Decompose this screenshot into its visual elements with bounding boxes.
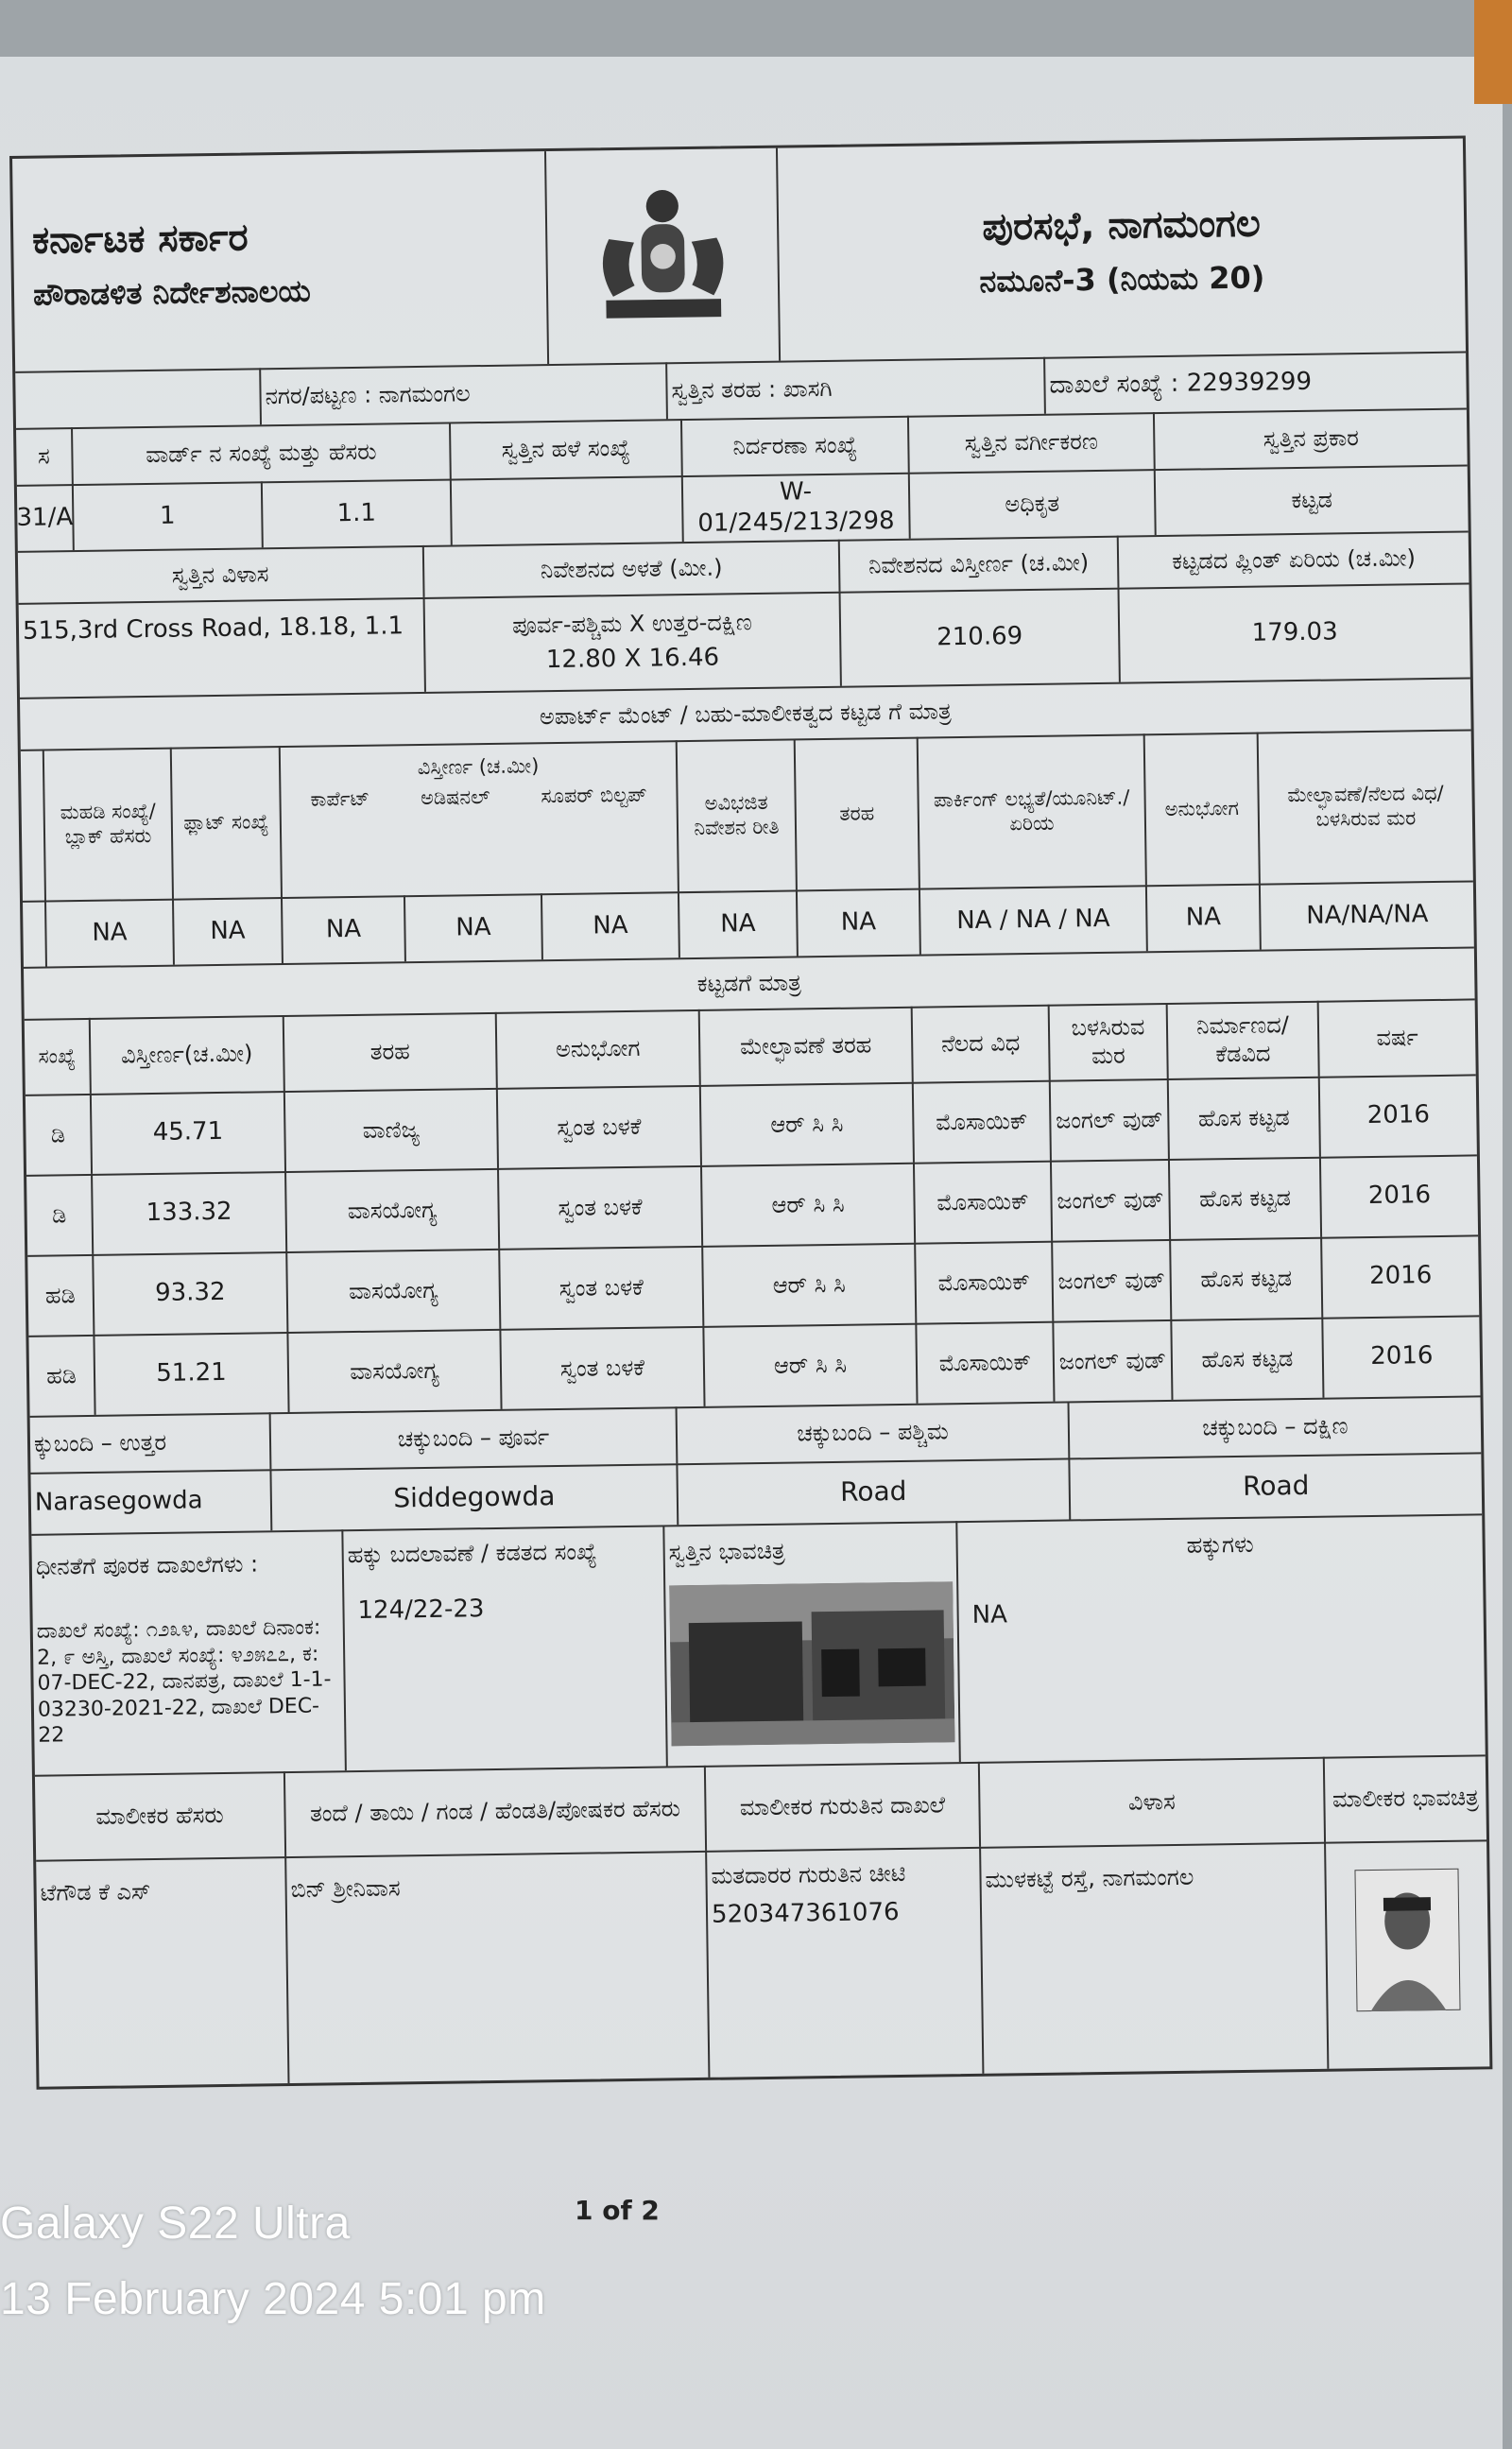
type-cell: ವಾಸಯೋಗ್ಯ [287,1249,501,1332]
building-header: ಬಳಸಿರುವ ಮರ [1050,1003,1169,1080]
apartment-value: NA [283,895,406,963]
plinth-area-value: 179.03 [1251,617,1338,647]
municipality-name: ಪುರಸಭೆ, ನಾಗಮಂಗಲ [982,201,1262,250]
form-header [12,139,1466,373]
form-number: ನಮೂನೆ-3 (ನಿಯಮ 20) [979,258,1265,300]
roof-cell: ಆರ್ ಸಿ ಸಿ [703,1243,917,1326]
govt-block [12,151,549,371]
property-photo-label: ಸ್ವತ್ತಿನ ಭಾವಚಿತ್ರ [668,1537,785,1566]
documents-row [31,1513,1485,1776]
status-cell: ಹೊಸ ಕಟ್ಟಡ [1170,1157,1322,1239]
type-cell: ವಾಸಯೋಗ್ಯ [288,1329,502,1412]
usage-cell: ಸ್ವಂತ ಬಳಕೆ [500,1246,704,1329]
property-address: 515,3rd Cross Road, 18.18, 1.1 [19,597,426,698]
site-area-header: ನಿವೇಶನದ ವಿಸ್ತೀರ್ಣ (ಚ.ಮೀ) [840,536,1120,592]
owner-address: ಮುಳಕಟ್ಟೆ ರಸ್ತೆ, ನಾಗಮಂಗಲ [981,1842,1329,2074]
municipality-block [778,139,1466,361]
dimensions-value: 12.80 X 16.46 [545,643,720,674]
property-photo-cell [664,1521,961,1766]
year-cell: 2016 [1370,1341,1434,1371]
apartment-value-blank [23,901,47,967]
wood-cell: ಜಂಗಲ್ ವುಡ್ [1052,1159,1171,1241]
area-cell: 51.21 [94,1332,289,1415]
flat-number-header: ಫ್ಲಾಟ್ ಸಂಖ್ಯೆ [172,746,283,899]
west-boundary-header: ಚಕ್ಕುಬಂದಿ – ಪಶ್ಚಿಮ [678,1401,1071,1463]
apartment-type-header: ತರಹ [796,737,920,890]
device-watermark: Galaxy S22 Ultra [0,2199,351,2249]
year-cell: 2016 [1367,1181,1432,1211]
owner-relation-header: ತಂದೆ / ತಾಯಿ / ಗಂಡ / ಹೆಂಡತಿ/ಪೋಷಕರ ಹೆಸರು [285,1766,707,1856]
owner-photo [1354,1869,1460,2012]
apartment-title: ಅಪಾರ್ಟ್ ಮೆಂಟ್ / ಬಹು-ಮಾಲೀಕತ್ವದ ಕಟ್ಟಡ ಗೆ ಮಾತ್ರ [539,697,952,730]
building-header: ವಿಸ್ತೀರ್ಣ(ಚ.ಮೀ) [91,1015,285,1094]
background-edge [1474,0,1512,104]
type-cell: ವಾಣಿಜ್ಯ [285,1088,499,1171]
roof-cell: ಆರ್ ಸಿ ಸಿ [701,1082,915,1165]
assessment-number: W-01/245/213/298 [683,473,911,542]
property-number: 31/A [17,484,75,551]
documents-details: ದಾಖಲೆ ಸಂಖ್ಯೆ: ೧೨೩೪, ದಾಖಲೆ ದಿನಾಂಕ: 2, ೯ ಅಸ್ತಿ, ದಾಖಲೆ ಸಂಖ್ಯೆ: ೪೨೫೭೭, ಕ: 07-DEC-22, ದಾನಪತ್ರ, ದಾಖಲೆ 1-1-03230-2021-22, ದಾಖಲೆ DEC-22 [36,1615,332,1748]
usage-cell: ಸ್ವಂತ ಬಳಕೆ [499,1165,703,1249]
south-boundary-header: ಚಕ್ಕುಬಂದಿ – ದಕ್ಷಿಣ [1202,1412,1349,1441]
property-header-no: ಸ [16,427,74,485]
state-emblem-icon [572,165,754,348]
undivided-header: ಅವಿಭಜಿತ ನಿವೇಶನ ರೀತಿ [678,738,798,891]
transfer-label: ಹಕ್ಕು ಬದಲಾವಣೆ / ಕಡತದ ಸಂಖ್ಯೆ [347,1538,597,1569]
north-boundary-header: ಕ್ಕುಬಂದಿ – ಉತ್ತರ [30,1412,272,1473]
address-header: ಸ್ವತ್ತಿನ ವಿಳಾಸ [18,545,425,603]
rights-label: ಹಕ್ಕುಗಳು [1186,1530,1254,1559]
floor-cell: ಹಡಿ [28,1335,95,1416]
documents-cell [31,1529,347,1775]
property-form [9,135,1492,2089]
transfer-number: 124/22-23 [357,1595,485,1626]
south-boundary: Road [1242,1469,1310,1502]
building-header: ವರ್ಷ [1376,1024,1418,1051]
apartment-header-row [21,729,1473,902]
building-header: ಮೇಲ್ಛಾವಣೆ ತರಹ [700,1007,914,1085]
ward-sub-number: 1.1 [263,479,453,548]
building-header: ಅನುಭೋಗ [497,1009,701,1088]
area-cell: 133.32 [93,1171,287,1254]
assessment-header: ನಿರ್ದರಣಾ ಸಂಖ್ಯೆ [682,416,910,475]
dimensions-label: ಪೂರ್ವ-ಪಶ್ಚಿಮ X ಉತ್ತರ-ದಕ್ಷಿಣ [511,608,752,639]
dimensions-header: ನಿವೇಶನದ ಅಳತೆ (ಮೀ.) [424,540,841,597]
kind-header: ಸ್ವತ್ತಿನ ಪ್ರಕಾರ [1263,424,1360,453]
west-boundary: Road [678,1457,1071,1525]
flooring-cell: ಮೊಸಾಯಿಕ್ [916,1241,1054,1323]
plinth-area-header: ಕಟ್ಟಡದ ಪ್ಲಿಂತ್ ಏರಿಯ (ಚ.ಮೀ) [1172,543,1417,575]
documents-label: ಧೀನತೆಗೆ ಪೂರಕ ದಾಖಲೆಗಳು : [35,1550,259,1580]
property-photo [669,1581,954,1746]
site-area-value: 210.69 [841,588,1121,686]
flooring-cell: ಮೊಸಾಯಿಕ್ [915,1161,1053,1243]
page-counter: 1 of 2 [575,2195,660,2226]
old-number [452,475,684,544]
floor-block-header: ಮಹಡಿ ಸಂಖ್ಯೆ/ಬ್ಲಾಕ್ ಹೆಸರು [44,748,174,901]
entry-number-field: ದಾಖಲೆ ಸಂಖ್ಯೆ : 22939299 [1049,367,1313,400]
classification-value: ಅಧಿಕೃತ [910,469,1157,539]
carpet-header: ಕಾರ್ಪೆಟ್ [310,786,370,811]
status-cell: ಹೊಸ ಕಟ್ಟಡ [1169,1077,1321,1159]
apartment-value: NA [1147,884,1262,952]
status-cell: ಹೊಸ ಕಟ್ಟಡ [1172,1318,1324,1400]
govt-title: ಕರ್ನಾಟಕ ಸರ್ಕಾರ [31,215,249,263]
east-boundary: Siddegowda [271,1463,679,1530]
ward-number: 1 [74,481,264,550]
ward-header: ವಾರ್ಡ್ ನ ಸಂಖ್ಯೆ ಮತ್ತು ಹೆಸರು [73,423,452,485]
transfer-cell [343,1525,668,1770]
owner-relation: ಬಿನ್ ಶ್ರೀನಿವಾಸ [286,1851,710,2083]
area-cell: 45.71 [92,1091,286,1174]
apartment-value: NA [798,888,921,957]
super-builtup-header: ಸೂಪರ್ ಬಿಲ್ಟಪ್ [541,783,647,808]
flooring-cell: ಮೊಸಾಯಿಕ್ [914,1080,1052,1163]
floor-cell: ಡಿ [26,1094,93,1175]
apartment-value: NA / NA / NA [920,885,1148,954]
roof-cell: ಆರ್ ಸಿ ಸಿ [704,1323,918,1406]
emblem [546,148,781,364]
north-boundary: Narasegowda [30,1469,272,1534]
usage-header: ಅನುಭೋಗ [1145,733,1261,886]
dimensions-cell [425,592,842,692]
classification-header: ಸ್ವತ್ತಿನ ವರ್ಗೀಕರಣ [909,412,1156,473]
rights-value: NA [971,1600,1008,1630]
status-cell: ಹೊಸ ಕಟ್ಟಡ [1171,1237,1323,1319]
owner-value-row [36,1839,1489,2086]
owner-id-cell [707,1847,984,2078]
additional-header: ಅಡಿಷನಲ್ [420,785,490,810]
property-type-field: ಸ್ವತ್ತಿನ ತರಹ : ಖಾಸಗಿ [667,357,1046,420]
parking-header: ಪಾರ್ಕಿಂಗ್ ಲಭ್ಯತೆ/ಯೂನಿಟ್./ಏರಿಯ [919,733,1147,888]
apartment-value: NA [679,889,799,957]
town-field: ನಗರ/ಪಟ್ಟಣ : ನಾಗಮಂಗಲ [261,362,668,424]
timestamp-watermark: 13 February 2024 5:01 pm [0,2274,546,2324]
wood-cell: ಜಂಗಲ್ ವುಡ್ [1054,1319,1173,1402]
roof-floor-header: ಮೇಲ್ಛಾವಣೆ/ನೆಲದ ವಿಧ/ಬಳಸಿರುವ ಮರ [1287,781,1444,831]
floor-cell: ಡಿ [26,1174,94,1255]
building-header: ತರಹ [284,1012,498,1091]
owner-id-header: ಮಾಲೀಕರ ಗುರುತಿನ ದಾಖಲೆ [706,1762,981,1851]
owner-address-header: ವಿಳಾಸ [980,1757,1326,1847]
usage-cell: ಸ್ವಂತ ಬಳಕೆ [498,1085,702,1168]
owner-name: ಟೆಗೌಡ ಕೆ ಎಸ್ [36,1856,289,2087]
year-cell: 2016 [1366,1100,1431,1130]
type-cell: ವಾಸಯೋಗ್ಯ [286,1168,500,1251]
flooring-cell: ಮೊಸಾಯಿಕ್ [917,1321,1055,1404]
old-no-header: ಸ್ವತ್ತಿನ ಹಳೆ ಸಂಖ್ಯೆ [451,419,683,478]
department-name: ಪೌರಾಡಳಿತ ನಿರ್ದೇಶನಾಲಯ [32,272,312,313]
apartment-value: NA [174,897,284,965]
area-group-header [281,740,679,897]
area-group-label: ವಿಸ್ತೀರ್ಣ (ಚ.ಮೀ) [417,754,540,780]
roof-cell: ಆರ್ ಸಿ ಸಿ [702,1163,916,1246]
building-header: ನೆಲದ ವಿಧ [913,1005,1051,1082]
building-title: ಕಟ್ಟಡಗೆ ಮಾತ್ರ [696,968,802,997]
owner-id-type: ಮತದಾರರ ಗುರುತಿನ ಚೀಟಿ [711,1859,906,1889]
apartment-value: NA [46,899,175,967]
owner-id-number: 520347361076 [711,1898,900,1929]
building-header: ಸಂಖ್ಯೆ [25,1018,92,1095]
wood-cell: ಜಂಗಲ್ ವುಡ್ [1051,1078,1170,1161]
year-cell: 2016 [1368,1261,1433,1291]
apartment-value: NA/NA/NA [1306,899,1429,930]
apartment-value: NA [405,893,543,961]
east-boundary-header: ಚಕ್ಕುಬಂದಿ – ಪೂರ್ವ [271,1406,679,1469]
owner-name-header: ಮಾಲೀಕರ ಹೆಸರು [35,1771,286,1860]
building-header: ನಿರ್ಮಾಣದ/ ಕೆಡವಿದ [1168,1001,1320,1078]
kind-value: ಕಟ್ಟಡ [1291,486,1333,514]
area-cell: 93.32 [94,1251,288,1335]
owner-photo-cell [1326,1839,1489,2068]
apartment-value: NA [542,891,680,959]
usage-cell: ಸ್ವಂತ ಬಳಕೆ [501,1326,705,1409]
info-blank [15,368,262,428]
wood-cell: ಜಂಗಲ್ ವುಡ್ [1053,1239,1172,1321]
apartment-header-blank [21,750,46,901]
rights-cell [957,1513,1486,1762]
owner-photo-header: ಮಾಲೀಕರ ಭಾವಚಿತ್ರ [1332,1784,1479,1813]
floor-cell: ಹಡಿ [27,1254,94,1336]
